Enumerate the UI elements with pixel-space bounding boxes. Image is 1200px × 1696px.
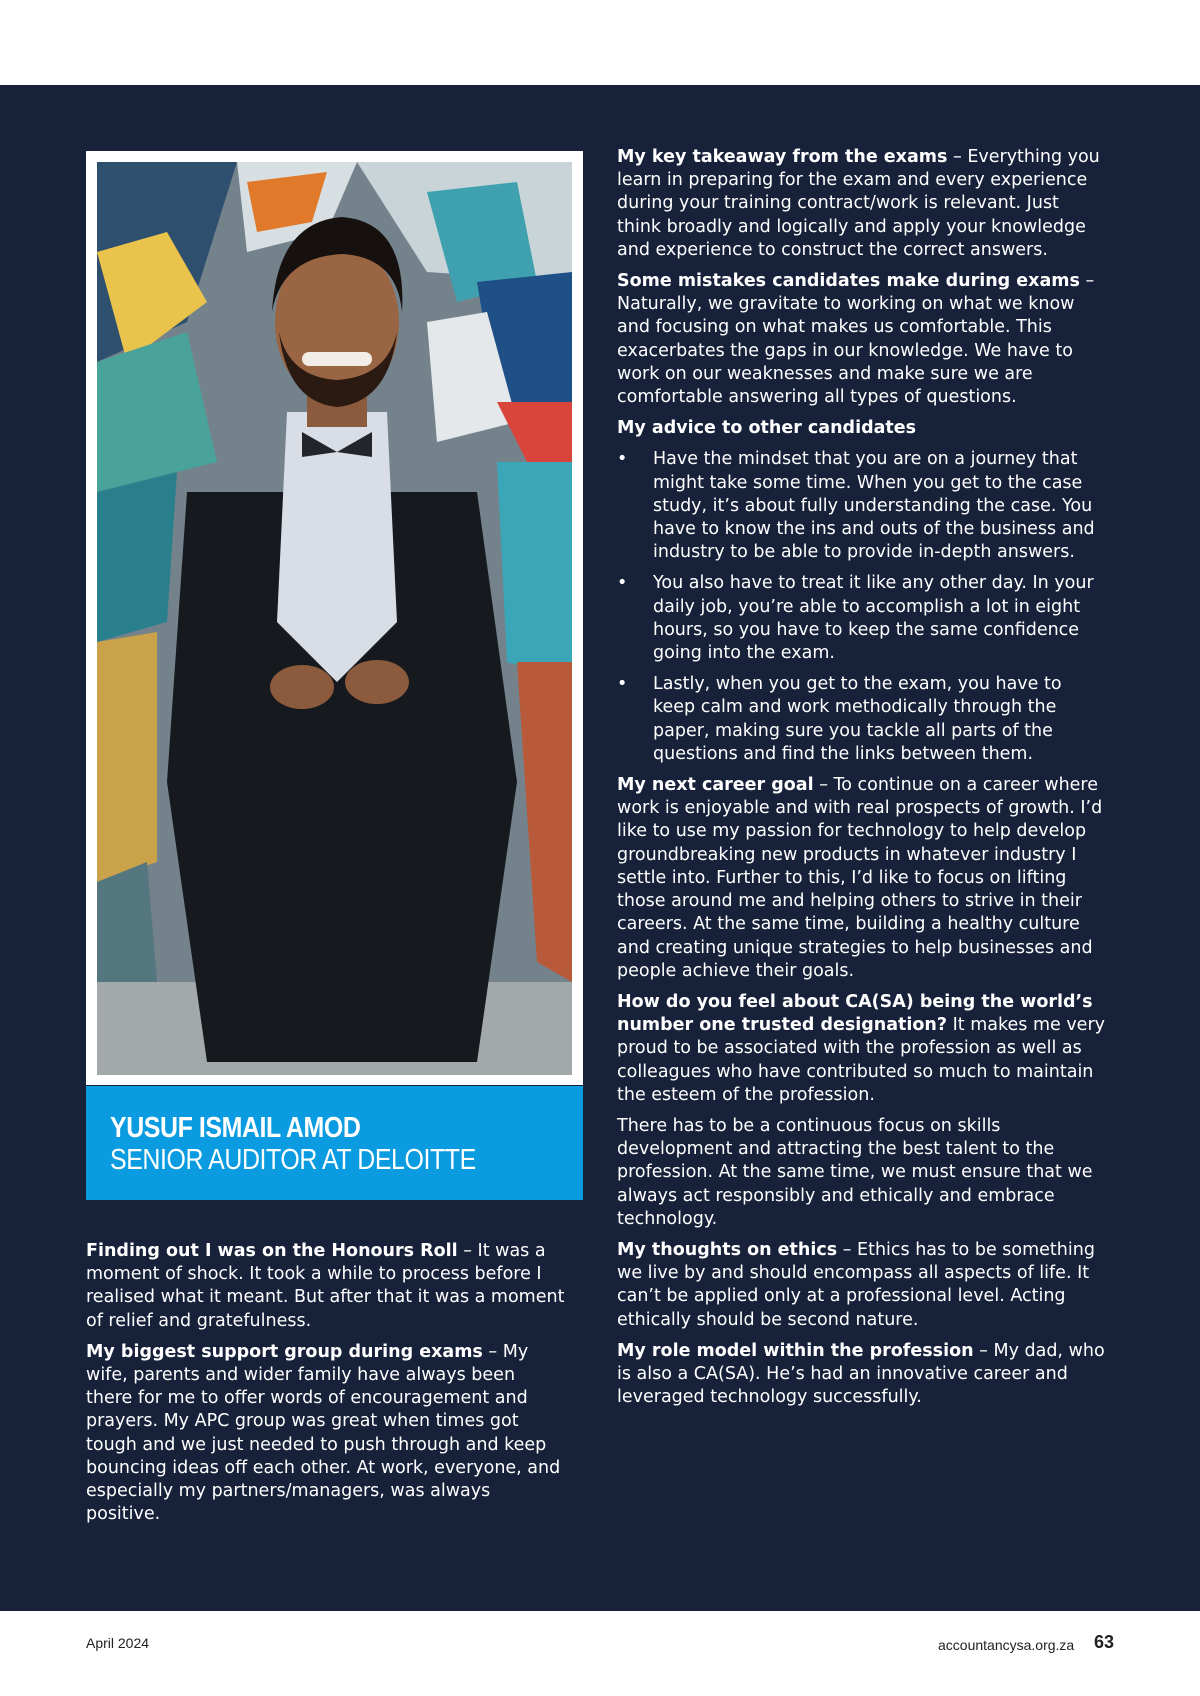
paragraph-ethics (617, 1239, 1107, 1332)
list-item (617, 448, 1107, 564)
body-casa: It makes me very proud to be associated with the profession as well as colleagues who have contributed so much to maintain the esteem of the profession. (617, 1015, 1105, 1105)
separator: – (837, 1239, 858, 1260)
heading-ethics: My thoughts on ethics (617, 1239, 838, 1260)
paragraph-support-group (86, 1341, 566, 1527)
body-career: To continue on a career where work is enjoyable and with real prospects of growth. I’d like to use my passion for technology to help develop groundbreaking new products in whatever industry I settle into. Further to this, I’d like to focus on lifting those around me and helping others to strive in their careers. At the same time, building a healthy culture and creating unique strategies to help businesses and people achieve their goals. (617, 775, 1103, 981)
paragraph-role-model (617, 1340, 1107, 1410)
body-support-group: My wife, parents and wider family have always been there for me to offer words of encouragement and prayers. My APC group was great when times got tough and we just needed to push through and keep bouncing ideas off each other. At work, everyone, and especially my partners/managers, was always positive. (86, 1341, 561, 1525)
bullet-icon: • (617, 674, 628, 695)
heading-role-model: My role model within the profession (617, 1340, 974, 1361)
heading-casa: How do you feel about CA(SA) being the world’s number one trusted designation? (617, 991, 1093, 1036)
heading-career: My next career goal (617, 775, 814, 796)
advice-heading: My advice to other candidates (617, 418, 917, 439)
heading-mistakes: Some mistakes candidates make during exams (617, 271, 1080, 292)
body-role-model: My dad, who is also a CA(SA). He’s had an innovative career and leveraged technology successfully. (617, 1340, 1105, 1408)
footer-url[interactable]: accountancysa.org.za (938, 1637, 1075, 1653)
body-takeaway: Everything you learn in preparing for the exam and every experience during your training contract/work is relevant. Just think broadly and logically and apply your knowledge and experience to construct the correct answers. (617, 147, 1100, 260)
right-column (617, 146, 1107, 1417)
advice-list (617, 448, 1107, 766)
separator: – (457, 1241, 478, 1261)
body-honours-roll: It was a moment of shock. It took a while to process before I realised what it meant. But after that it was a moment of relief and gratefulness. (86, 1241, 565, 1331)
heading-honours-roll: Finding out I was on the Honours Roll (86, 1241, 458, 1261)
paragraph-career (617, 774, 1107, 983)
profile-name: YUSUF ISMAIL AMOD (110, 1112, 361, 1144)
advice-text: Lastly, when you get to the exam, you have to keep calm and work methodically through the paper, making sure you tackle all parts of the questions and find the links between them. (653, 674, 1062, 764)
separator: – (813, 775, 834, 796)
left-column (86, 1240, 566, 1534)
advice-text: You also have to treat it like any other day. In your daily job, you’re able to accomplish a lot in eight hours, so you have to keep the same confidence going into the exam. (653, 573, 1094, 664)
paragraph-skills: There has to be a continuous focus on skills development and attracting the best talent to the profession. At the same time, we must ensure that we always act responsibly and ethically and embrace technology. (617, 1115, 1093, 1229)
separator: – (973, 1340, 994, 1361)
paragraph-casa (617, 991, 1107, 1107)
bullet-icon: • (617, 449, 628, 470)
paragraph-mistakes (617, 270, 1107, 409)
page-number: 63 (1094, 1632, 1115, 1652)
separator: – (1079, 271, 1095, 292)
separator: – (947, 147, 968, 167)
heading-support-group: My biggest support group during exams (86, 1341, 483, 1362)
body-mistakes: Naturally, we gravitate to working on what we know and focusing on what makes us comfortable. This exacerbates the gaps in our knowledge. We have to work on our weaknesses and make sure we are comfortable answering all types of questions. (617, 294, 1075, 408)
paragraph-honours-roll (86, 1240, 566, 1333)
paragraph-takeaway (617, 146, 1107, 262)
list-item (617, 673, 1107, 766)
heading-takeaway: My key takeaway from the exams (617, 147, 948, 167)
profile-role: SENIOR AUDITOR AT DELOITTE (110, 1144, 476, 1176)
list-item (617, 572, 1107, 665)
bullet-icon: • (617, 573, 628, 594)
separator: – (482, 1341, 503, 1362)
profile-caption (86, 1086, 583, 1200)
portrait-photo (97, 162, 572, 1075)
footer-date: April 2024 (86, 1635, 150, 1651)
body-ethics: Ethics has to be something we live by and should encompass all aspects of life. It can’t be applied only at a professional level. Acting ethically should be second nature. (617, 1239, 1095, 1330)
advice-text: Have the mindset that you are on a journey that might take some time. When you get to the case study, it’s about fully understanding the case. You have to know the ins and outs of the business and industry to be able to provide in-depth answers. (653, 449, 1095, 563)
